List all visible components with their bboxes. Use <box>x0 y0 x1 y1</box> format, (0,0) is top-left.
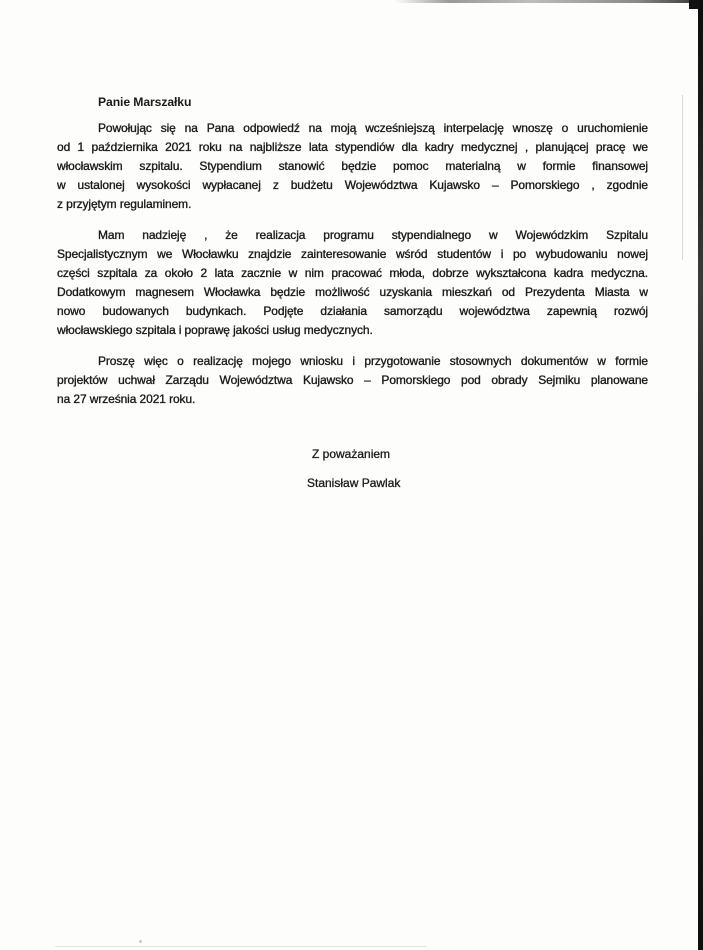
paragraph-line: w ustalonej wysokości wypłacanej z budżetu Województwa Kujawsko – Pomorskiego , zgodnie <box>57 178 648 192</box>
scan-artifact-top-edge <box>395 0 697 3</box>
paragraph-line: włocławskiego szpitala i poprawę jakości usług medycznych. <box>57 323 373 337</box>
paragraph-line: Proszę więc o realizację mojego wniosku i przygotowanie stosownych dokumentów w formie <box>98 354 648 368</box>
paragraph-line: Mam nadzieję , że realizacja programu stypendialnego w Wojewódzkim Szpitalu <box>98 228 648 242</box>
paragraph-line: projektów uchwał Zarządu Województwa Kujawsko – Pomorskiego pod obrady Sejmiku planowane <box>57 373 648 387</box>
paragraph <box>57 119 648 214</box>
closing-phrase: Z poważaniem <box>312 447 391 461</box>
salutation: Panie Marszałku <box>98 95 192 109</box>
scan-artifact-bottom-line <box>55 946 427 947</box>
paragraph-line: od 1 października 2021 roku na najbliższe lata stypendiów dla kadry medycznej , planującej pracę we <box>57 140 648 154</box>
paragraph-line: Dodatkowym magnesem Włocławka będzie możliwość uzyskania mieszkań od Prezydenta Miasta w <box>57 285 648 299</box>
paragraph-line: nowo budowanych budynkach. Podjęte działania samorządu województwa zapewnią rozwój <box>57 304 648 318</box>
paragraph <box>57 226 648 340</box>
scan-artifact-right-edge <box>698 0 703 950</box>
scan-artifact-speck <box>139 940 142 943</box>
scan-artifact-faint-vertical-line <box>682 95 683 260</box>
paragraph-line: na 27 września 2021 roku. <box>57 392 196 406</box>
scan-artifact-top-right-corner <box>689 0 700 9</box>
signature-name: Stanisław Pawlak <box>307 476 401 490</box>
paragraph-line: Specjalistycznym we Włocławku znajdzie zainteresowanie wśród studentów i po wybudowaniu nowej <box>57 247 648 261</box>
paragraph-line: włocławskim szpitalu. Stypendium stanowić będzie pomoc materialną w formie finansowej <box>57 159 648 173</box>
paragraph <box>57 352 648 409</box>
letter-body <box>57 119 648 421</box>
paragraph-line: Powołując się na Pana odpowiedź na moją wcześniejszą interpelację wnoszę o uruchomienie <box>98 121 648 135</box>
paragraph-line: z przyjętym regulaminem. <box>57 197 192 211</box>
paragraph-line: części szpitala za około 2 lata zacznie w nim pracować młoda, dobrze wykształcona kadra medyczna. <box>57 266 648 280</box>
